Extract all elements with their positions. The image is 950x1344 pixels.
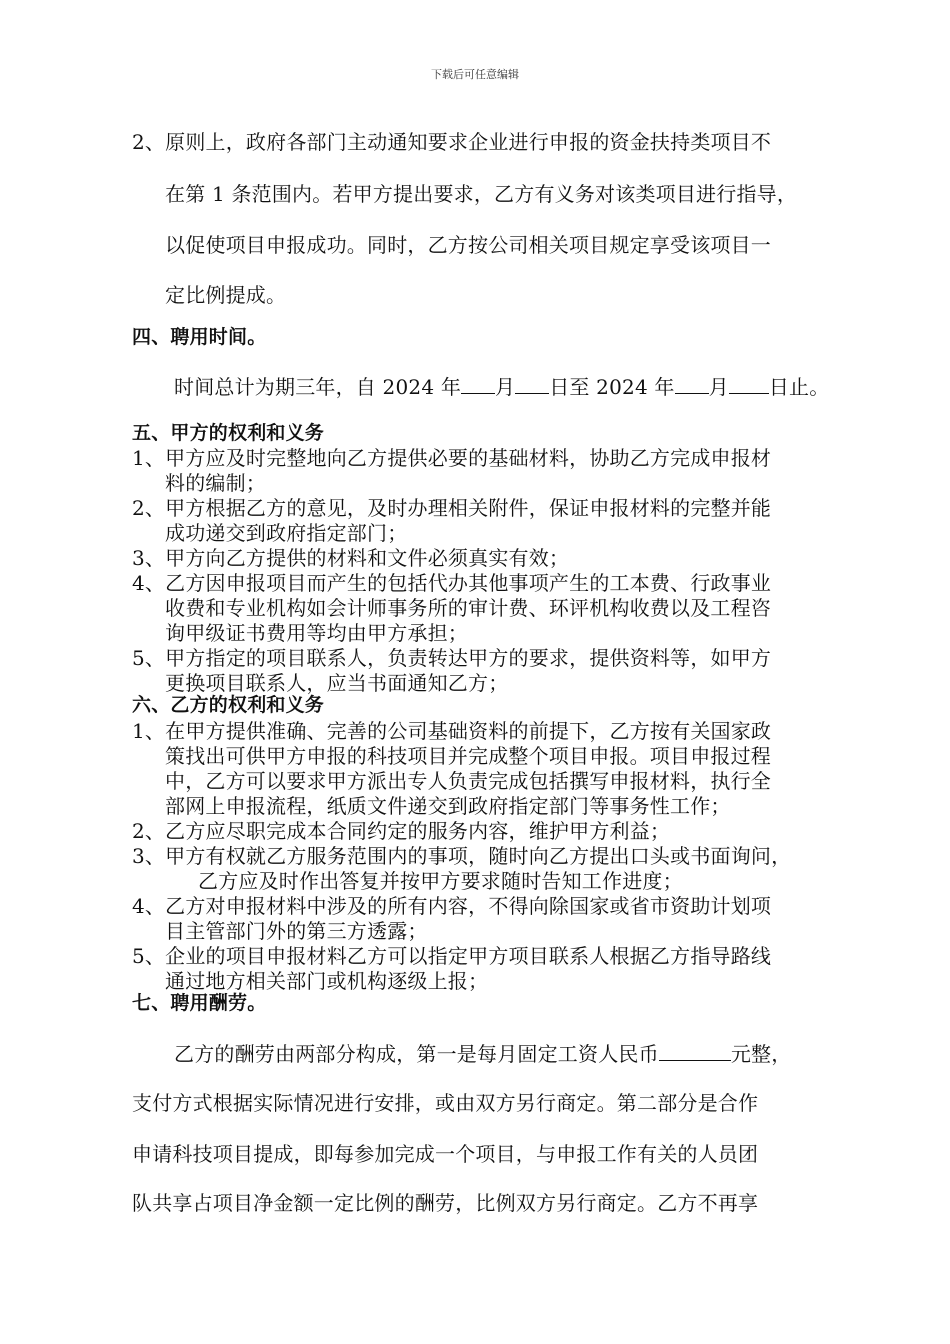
section-heading: 七、聘用酬劳。 — [132, 992, 267, 1014]
paragraph-line: 2、原则上，政府各部门主动通知要求企业进行申报的资金扶持类项目不 — [132, 130, 772, 154]
page-header: 下载后可任意编辑 — [431, 68, 519, 81]
list-line: 询甲级证书费用等均由甲方承担； — [165, 621, 468, 645]
paragraph-line: 以促使项目申报成功。同时，乙方按公司相关项目规定享受该项目一 — [165, 233, 771, 257]
list-line: 料的编制； — [165, 471, 266, 495]
list-line: 3、甲方向乙方提供的材料和文件必须真实有效； — [132, 546, 570, 570]
section-heading: 四、聘用时间。 — [132, 326, 267, 348]
period-text: 月 — [708, 375, 729, 399]
list-line: 策找出可供甲方申报的科技项目并完成整个项目申报。项目申报过程 — [165, 744, 771, 768]
list-line: 1、在甲方提供准确、完善的公司基础资料的前提下，乙方按有关国家政 — [132, 719, 772, 743]
list-line: 乙方应及时作出答复并按甲方要求随时告知工作进度； — [198, 869, 683, 893]
remuneration-text: 元整， — [730, 1042, 792, 1066]
paragraph-line: 支付方式根据实际情况进行安排，或由双方另行商定。第二部分是合作 — [132, 1091, 759, 1115]
period-text: 月 — [495, 375, 516, 399]
list-line: 部网上申报流程，纸质文件递交到政府指定部门等事务性工作； — [165, 794, 731, 818]
blank-field — [729, 375, 769, 394]
list-line: 1、甲方应及时完整地向乙方提供必要的基础材料，协助乙方完成申报材 — [132, 446, 772, 470]
blank-field — [659, 1042, 731, 1061]
list-line: 2、乙方应尽职完成本合同约定的服务内容，维护甲方利益； — [132, 819, 671, 843]
period-text: 日止。 — [768, 375, 830, 399]
list-line: 5、企业的项目申报材料乙方可以指定甲方项目联系人根据乙方指导路线 — [132, 944, 772, 968]
remuneration-line — [174, 1038, 879, 1067]
paragraph-line: 申请科技项目提成，即每参加完成一个项目，与申报工作有关的人员团 — [132, 1142, 759, 1166]
paragraph-line: 队共享占项目净金额一定比例的酬劳，比例双方另行商定。乙方不再享 — [132, 1191, 759, 1215]
blank-field — [515, 375, 549, 394]
list-line: 目主管部门外的第三方透露； — [165, 919, 428, 943]
paragraph-line: 在第 1 条范围内。若甲方提出要求，乙方有义务对该类项目进行指导， — [165, 182, 798, 206]
blank-field — [675, 375, 709, 394]
period-text: 时间总计为期三年，自 2024 年 — [174, 375, 462, 399]
section-heading: 五、甲方的权利和义务 — [132, 422, 325, 444]
list-line: 收费和专业机构如会计师事务所的审计费、环评机构收费以及工程咨 — [165, 596, 771, 620]
period-text: 日至 2024 年 — [549, 375, 675, 399]
list-line: 3、甲方有权就乙方服务范围内的事项，随时向乙方提出口头或书面询问， — [132, 844, 792, 868]
paragraph-line: 定比例提成。 — [165, 283, 287, 307]
section-heading: 六、乙方的权利和义务 — [132, 694, 325, 716]
list-line: 4、乙方因申报项目而产生的包括代办其他事项产生的工本费、行政事业 — [132, 571, 772, 595]
blank-field — [461, 375, 495, 394]
remuneration-text: 乙方的酬劳由两部分构成，第一是每月固定工资人民币 — [174, 1042, 659, 1066]
list-line: 4、乙方对申报材料中涉及的所有内容，不得向除国家或省市资助计划项 — [132, 894, 772, 918]
list-line: 中，乙方可以要求甲方派出专人负责完成包括撰写申报材料，执行全 — [165, 769, 771, 793]
list-line: 2、甲方根据乙方的意见，及时办理相关附件，保证申报材料的完整并能 — [132, 496, 772, 520]
list-line: 5、甲方指定的项目联系人，负责转达甲方的要求，提供资料等，如甲方 — [132, 646, 772, 670]
list-line: 通过地方相关部门或机构逐级上报； — [165, 969, 489, 993]
list-line: 更换项目联系人，应当书面通知乙方； — [165, 671, 509, 695]
employment-period — [174, 371, 879, 400]
list-line: 成功递交到政府指定部门； — [165, 521, 408, 545]
